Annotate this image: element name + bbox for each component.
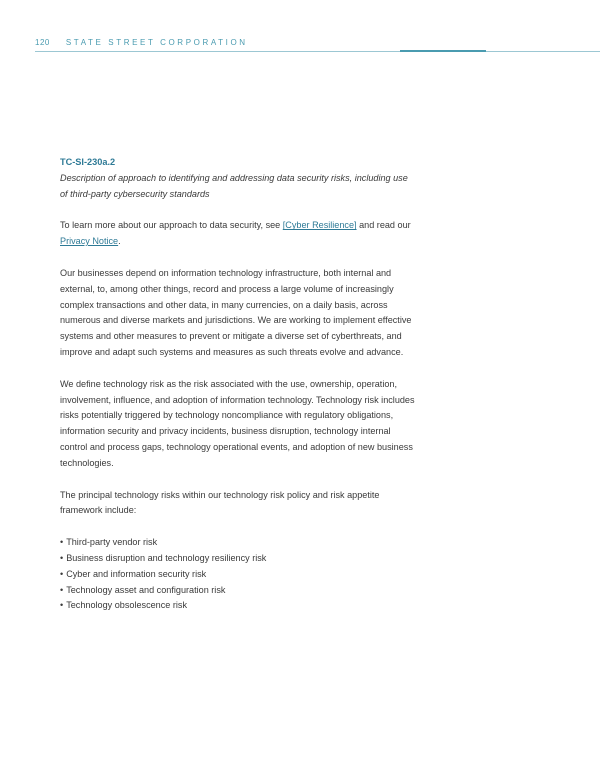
privacy-notice-link[interactable]: Privacy Notice [60,236,119,247]
page-number: 120 [35,37,50,47]
metric-description: Description of approach to identifying and addressing data security risks, including use of third-party cybersecurity standards [60,172,408,199]
bullet-icon: • [60,600,64,611]
intro-text-middle: and read our [356,220,411,231]
list-item-text: Third-party vendor risk [66,537,158,548]
list-item [60,598,415,614]
company-name: STATE STREET CORPORATION [65,37,248,47]
page-header [35,36,248,48]
header-divider-accent [400,50,486,52]
principal-risks-paragraph: The principal technology risks within our technology risk policy and risk appetite framework include: [60,489,380,516]
bullet-icon: • [60,568,64,579]
intro-text-after: . [118,236,121,247]
intro-text-before: To learn more about our approach to data security, see [60,220,283,231]
bullet-icon: • [60,584,64,595]
bullet-icon: • [60,537,64,548]
infrastructure-paragraph: Our businesses depend on information technology infrastructure, both internal and external, to, among other things, record and process a large volume of increasingly complex transactions and other data, in many currencies, on a daily basis, across numerous and diverse markets and jurisdictions. We are working to implement effective systems and other measures to prevent or mitigate a diverse set of cyberthreats, and improve and adapt such systems and measures as such threats evolve and advance. [60,267,412,357]
list-item [60,551,415,567]
bullet-icon: • [60,552,64,563]
risk-list [60,535,415,614]
list-item-text: Business disruption and technology resiliency risk [66,552,267,563]
list-item [60,583,415,599]
cyber-resilience-link[interactable]: [Cyber Resilience] [282,220,357,231]
list-item-text: Technology obsolescence risk [66,600,187,611]
main-content [60,155,415,614]
header-divider [35,51,600,52]
definition-paragraph: We define technology risk as the risk associated with the use, ownership, operation, involvement, influence, and adoption of information technology. Technology risk includes risks potentially triggered by technology noncompliance with regulatory obligations, information security and privacy incidents, business disruption, technology internal control and process gaps, technology operational events, and adoption of new business technologies. [60,378,415,468]
list-item-text: Cyber and information security risk [66,568,207,579]
list-item [60,567,415,583]
list-item [60,535,415,551]
metric-code: TC-SI-230a.2 [60,157,116,167]
list-item-text: Technology asset and configuration risk [66,584,226,595]
intro-paragraph [60,218,415,250]
